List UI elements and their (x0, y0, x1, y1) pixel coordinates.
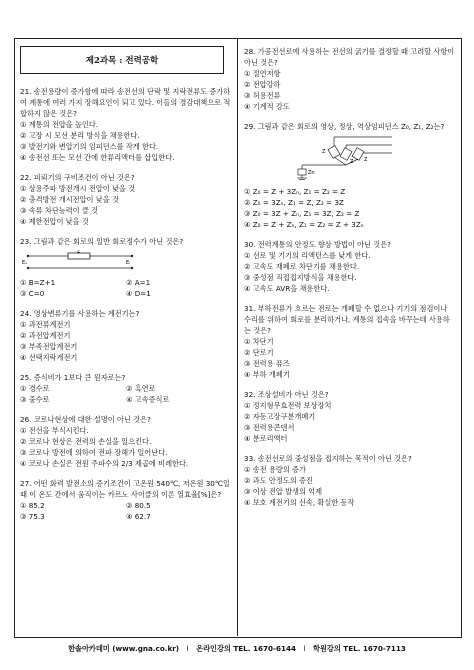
option-2[interactable]: ② 전압강하 (244, 80, 281, 89)
series-impedance-circuit (20, 250, 140, 272)
sending-voltage-label: Eₛ (22, 260, 28, 266)
option-1[interactable]: ① 85.2 (20, 501, 45, 510)
option-2[interactable]: ② Z₀ = 3Zₙ, Z₁ = Z, Z₂ = 3Z (244, 198, 344, 207)
option-1[interactable]: ① 전선을 부식시킨다. (20, 426, 89, 435)
option-4[interactable]: ④ 기계적 강도 (244, 102, 290, 111)
footer-separator: l (303, 644, 306, 653)
option-4[interactable]: ④ 제한전압이 낮을 것 (20, 217, 89, 226)
left-column (20, 46, 232, 522)
question-30 (244, 239, 456, 294)
question-23 (20, 236, 232, 299)
circuit-figure (244, 135, 456, 184)
option-2[interactable]: ② 단로기 (244, 348, 274, 357)
option-2[interactable]: ② 과도 안정도의 증진 (244, 476, 313, 485)
option-1[interactable]: ① 상용주파 방전개시 전압이 낮을 것 (20, 184, 136, 193)
question-stem: 21. 송전용량이 증가함에 따라 송전선의 단락 및 지락전류도 증가하여 계통에 여러 가지 장해요인이 되고 있다. 이들의 경감대책으로 적합하지 않은 것은? (20, 87, 231, 118)
option-4[interactable]: ④ 선택지락계전기 (20, 353, 78, 362)
option-1[interactable]: ① 과전류계전기 (20, 320, 71, 329)
option-3[interactable]: ③ 코로나 방전에 의하여 전파 장해가 일어난다. (20, 448, 168, 457)
offline-course-phone: 학원강의 TEL. 1670-7113 (313, 644, 406, 653)
option-3[interactable]: ③ 전력용콘덴서 (244, 423, 295, 432)
online-course-phone: 온라인강의 TEL. 1670-6144 (196, 644, 296, 653)
option-4[interactable]: ④ 고속증식로 (126, 395, 170, 404)
option-2[interactable]: ② A=1 (126, 278, 151, 287)
option-4[interactable]: ④ 송전선 또는 모선 간에 한류리액터를 삽입한다. (20, 153, 175, 162)
subject-title: 제2과목 : 전력공학 (20, 46, 224, 74)
option-1[interactable]: ① 선로 및 기기의 리액턴스를 낮게 한다. (244, 251, 371, 260)
option-4[interactable]: ④ 분로리액터 (244, 434, 288, 443)
question-25 (20, 372, 232, 405)
option-4[interactable]: ④ 62.7 (126, 512, 151, 521)
grounded-star-circuit (284, 135, 394, 181)
option-4[interactable]: ④ Z₀ = Z + Zₙ, Z₁ = Z₂ = Z + 3Zₙ (244, 220, 364, 229)
option-2[interactable]: ② 자동고장구분개폐기 (244, 412, 316, 421)
impedance-label-b: Z (350, 159, 354, 165)
option-3[interactable]: ③ 전력용 퓨즈 (244, 359, 290, 368)
option-1[interactable]: ① 송전 용량의 증가 (244, 465, 306, 474)
option-2[interactable]: ② 충격방전 개시전압이 낮을 것 (20, 195, 119, 204)
option-3[interactable]: ③ C=0 (20, 289, 45, 298)
column-divider (237, 38, 238, 636)
option-3[interactable]: ③ 속류 차단능력이 클 것 (20, 206, 99, 215)
impedance-label-a: Z (322, 149, 326, 155)
option-2[interactable]: ② 흑연로 (126, 384, 156, 393)
question-31 (244, 303, 456, 380)
question-stem: 33. 송전선로의 중성점을 접지하는 목적이 아닌 것은? (244, 454, 412, 463)
neutral-impedance-box (298, 169, 306, 175)
option-1[interactable]: ① Z₀ = Z + 3Zₙ, Z₁ = Z₂ = Z (244, 187, 346, 196)
right-column (244, 46, 456, 508)
impedance-label: Z (77, 250, 81, 255)
question-24 (20, 308, 232, 363)
option-3[interactable]: ③ 허용전류 (244, 91, 281, 100)
receiving-voltage-label: Eᵣ (126, 260, 131, 266)
question-stem: 32. 조상설비가 아닌 것은? (244, 390, 329, 399)
question-stem: 27. 어떤 화력 발전소의 증기조건이 고온원 540℃, 저온원 30℃일 때 이 온도 간에서 움직이는 카르노 사이클의 이론 열효율[%]은? (20, 479, 230, 499)
option-4[interactable]: ④ 코로나 손실은 전원 주파수의 2/3 제곱에 비례한다. (20, 459, 189, 468)
option-4[interactable]: ④ D=1 (126, 289, 151, 298)
option-2[interactable]: ② 고장 시 모선 분리 방식을 채용한다. (20, 131, 140, 140)
option-3[interactable]: ③ Z₀ = 3Z + Zₙ, Z₁ = 3Z, Z₂ = Z (244, 209, 360, 218)
option-4[interactable]: ④ 고속도 AVR을 채용한다. (244, 284, 330, 293)
footer-separator: l (186, 644, 189, 653)
option-3[interactable]: ③ 중성점 직접접지방식을 채용한다. (244, 273, 357, 282)
question-22 (20, 172, 232, 227)
option-2[interactable]: ② 코로나 현상은 전력의 손실을 일으킨다. (20, 437, 152, 446)
question-stem: 31. 부하전류가 흐르는 전로는 개폐할 수 없으나 기기의 점검이나 수리를 위하여 회로를 분리하거나, 계통의 접속을 바꾸는데 사용하는 것은? (244, 304, 450, 335)
option-1[interactable]: ① 정지형무효전력 보상장치 (244, 401, 332, 410)
page-footer (0, 644, 474, 654)
option-2[interactable]: ② 과전압계전기 (20, 331, 71, 340)
option-3[interactable]: ③ 중수로 (20, 395, 50, 404)
academy-name: 한솔아카데미 (www.gna.co.kr) (68, 644, 180, 653)
question-33 (244, 453, 456, 508)
circuit-figure (20, 250, 232, 275)
impedance-label-c: Z (364, 157, 368, 163)
option-1[interactable]: ① 경수로 (20, 384, 50, 393)
question-28 (244, 46, 456, 112)
option-1[interactable]: ① 절연저항 (244, 69, 281, 78)
question-27 (20, 478, 232, 522)
question-stem: 23. 그림과 같은 회로의 일반 회로정수가 아닌 것은? (20, 237, 184, 246)
option-1[interactable]: ① 차단기 (244, 337, 274, 346)
option-1[interactable]: ① B=Z+1 (20, 278, 56, 287)
option-3[interactable]: ③ 부족전압계전기 (20, 342, 78, 351)
question-stem: 25. 증식비가 1보다 큰 원자로는? (20, 373, 126, 382)
question-stem: 28. 가공전선로에 사용하는 전선의 굵기를 결정할 때 고려할 사항이 아닌 것은? (244, 47, 455, 67)
question-29 (244, 121, 456, 230)
question-stem: 26. 코로나현상에 대한 설명이 아닌 것은? (20, 415, 151, 424)
question-21 (20, 86, 232, 163)
option-2[interactable]: ② 80.5 (126, 501, 151, 510)
question-stem: 29. 그림과 같은 회로의 영상, 정상, 역상임피던스 Z₀, Z₁, Z₂는? (244, 122, 445, 131)
option-3[interactable]: ③ 발전기와 변압기의 임피던스를 작게 한다. (20, 142, 159, 151)
neutral-impedance-label: Zn (308, 170, 315, 176)
option-3[interactable]: ③ 75.3 (20, 512, 45, 521)
option-2[interactable]: ② 고속도 재폐로 차단기를 채용한다. (244, 262, 360, 271)
option-4[interactable]: ④ 부하 개폐기 (244, 370, 290, 379)
question-stem: 30. 전력계통의 안정도 향상 방법이 아닌 것은? (244, 240, 391, 249)
option-3[interactable]: ③ 이상 전압 발생의 억제 (244, 487, 323, 496)
option-4[interactable]: ④ 보호 계전기의 신속, 확실한 동작 (244, 498, 355, 507)
question-stem: 24. 영상변류기를 사용하는 계전기는? (20, 309, 140, 318)
question-32 (244, 389, 456, 444)
option-1[interactable]: ① 계통의 전압을 높인다. (20, 120, 99, 129)
question-stem: 22. 피뢰기의 구비조건이 아닌 것은? (20, 173, 135, 182)
question-26 (20, 414, 232, 469)
